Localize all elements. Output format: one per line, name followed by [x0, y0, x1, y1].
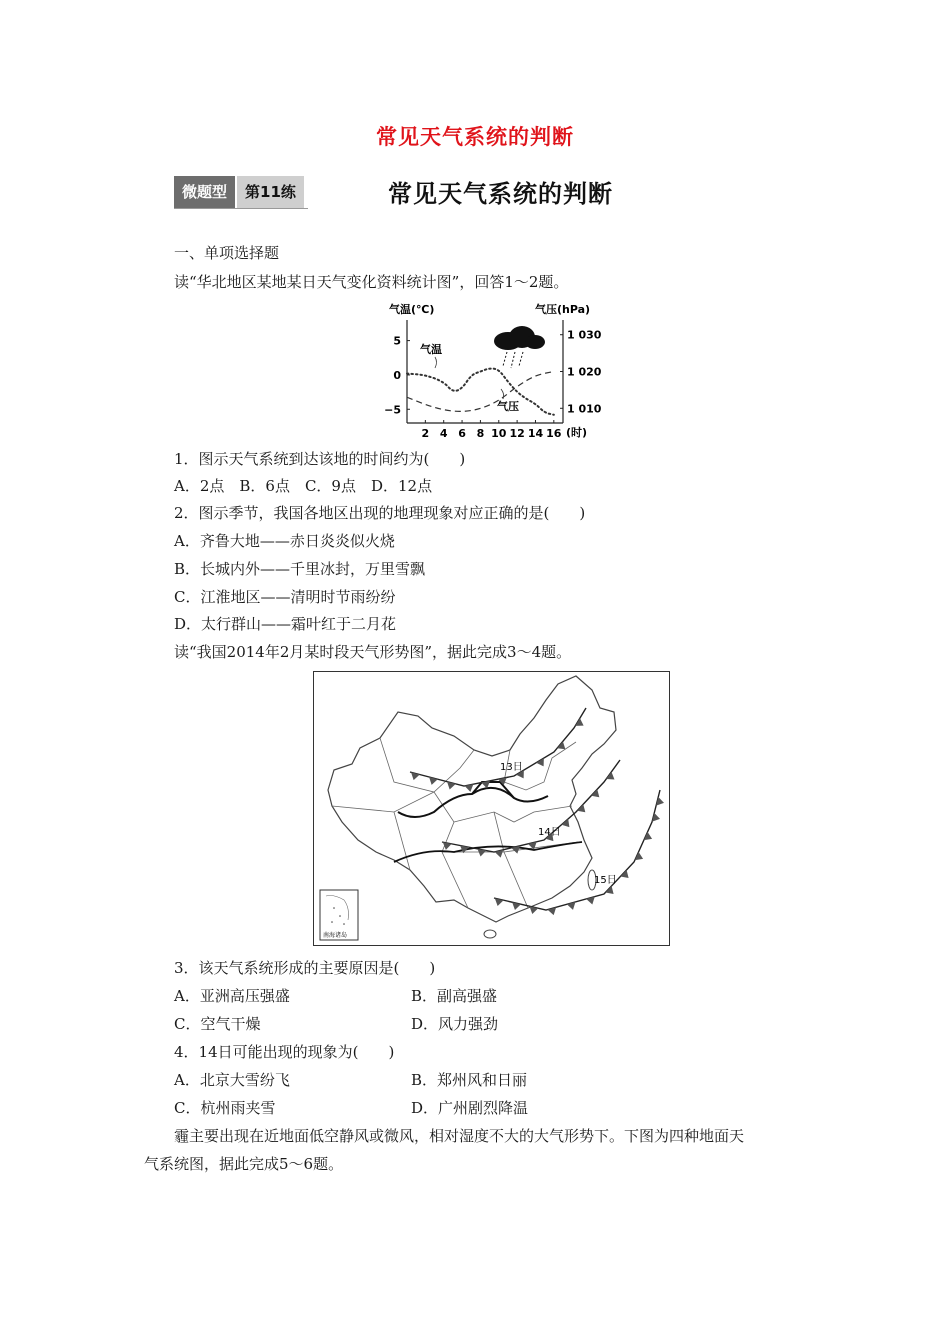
question-3-option-b: B．副高强盛 — [411, 987, 498, 1005]
pressure-annotation: 气压 — [497, 400, 519, 413]
question-1-options: A．2点 B．6点 C．9点 D．12点 — [174, 477, 433, 495]
y-left-tick-label: 5 — [393, 334, 401, 348]
china-weather-map-svg — [314, 672, 669, 945]
question-3-stem: 3．该天气系统形成的主要原因是( ) — [174, 959, 436, 977]
section-heading: 一、单项选择题 — [174, 244, 280, 262]
y-right-tick-label: 1 010 — [567, 402, 602, 416]
rain-cloud-icon — [494, 326, 545, 368]
china-weather-map — [313, 671, 670, 946]
province-border — [454, 806, 572, 822]
badge-type: 微题型 — [174, 176, 235, 208]
x-axis-unit: (时) — [566, 426, 588, 439]
question-1-stem: 1．图示天气系统到达该地的时间约为( ) — [174, 450, 466, 468]
south-china-sea-inset — [320, 890, 358, 940]
intro-question-1-2: 读“华北地区某地某日天气变化资料统计图”，回答1～2题。 — [174, 273, 569, 291]
page-title: 常见天气系统的判断 — [388, 180, 613, 208]
front-label-15: 15日 — [594, 875, 617, 886]
x-tick-label: 4 — [439, 427, 448, 440]
question-2-option-b: B．长城内外——千里冰封，万里雪飘 — [174, 560, 426, 578]
x-tick-label: 8 — [476, 427, 485, 440]
question-4-stem: 4．14日可能出现的现象为( ) — [174, 1043, 395, 1061]
question-2-stem: 2．图示季节，我国各地区出现的地理现象对应正确的是( ) — [174, 504, 586, 522]
front-triangle — [411, 772, 420, 780]
x-tick-label: 14 — [527, 427, 544, 440]
question-4-option-d: D．广州剧烈降温 — [411, 1099, 529, 1117]
y-right-label: 气压(hPa) — [535, 303, 591, 316]
question-3-option-d: D．风力强劲 — [411, 1015, 499, 1033]
province-border — [494, 812, 528, 908]
front-triangle — [429, 777, 438, 785]
country-outline — [328, 676, 616, 922]
x-tick-label: 10 — [491, 427, 507, 440]
x-tick-label: 16 — [546, 427, 562, 440]
document-header-title: 常见天气系统的判断 — [376, 125, 574, 149]
exercise-badge — [174, 176, 304, 208]
question-3-option-a: A．亚洲高压强盛 — [174, 987, 290, 1005]
series-temperature — [407, 369, 554, 415]
cold-front-14 — [442, 760, 620, 852]
y-right-tick-label: 1 030 — [567, 328, 602, 342]
x-tick-label: 12 — [509, 427, 525, 440]
question-4-option-a: A．北京大雪纷飞 — [174, 1071, 290, 1089]
y-left-tick-label: −5 — [384, 403, 401, 417]
y-right-tick-label: 1 020 — [567, 365, 602, 379]
front-triangle — [536, 758, 544, 766]
question-2-option-d: D．太行群山——霜叶红于二月花 — [174, 615, 397, 633]
y-left-tick-label: 0 — [393, 368, 401, 382]
temp-annotation-leader — [435, 357, 437, 368]
front-triangle — [447, 782, 456, 790]
front-label-13: 13日 — [500, 762, 523, 773]
question-4-option-b: B．郑州风和日丽 — [411, 1071, 528, 1089]
weather-chart — [355, 296, 605, 445]
hainan-island — [484, 930, 496, 938]
front-label-14: 14日 — [538, 827, 561, 838]
question-2-option-a: A．齐鲁大地——赤日炎炎似火烧 — [174, 532, 395, 550]
front-triangle — [575, 718, 583, 726]
paragraph-line-2: 气系统图，据此完成5～6题。 — [144, 1155, 344, 1173]
temp-annotation: 气温 — [420, 343, 442, 356]
badge-underline — [174, 208, 308, 209]
paragraph-line-1: 霾主要出现在近地面低空静风或微风，相对湿度不大的大气形势下。下图为四种地面天 — [174, 1127, 745, 1145]
y-left-label: 气温(℃) — [389, 303, 435, 316]
province-border — [332, 792, 434, 812]
province-border — [380, 738, 474, 792]
x-tick-label: 6 — [458, 427, 466, 440]
inset-label: 南海诸岛 — [323, 932, 348, 939]
intro-question-3-4: 读“我国2014年2月某时段天气形势图”，据此完成3～4题。 — [174, 643, 572, 661]
question-2-option-c: C．江淮地区——清明时节雨纷纷 — [174, 588, 396, 606]
weather-chart-svg — [355, 296, 605, 441]
question-4-option-c: C．杭州雨夹雪 — [174, 1099, 276, 1117]
x-tick-label: 2 — [421, 427, 430, 440]
badge-number: 第11练 — [235, 176, 304, 208]
question-3-option-c: C．空气干燥 — [174, 1015, 261, 1033]
